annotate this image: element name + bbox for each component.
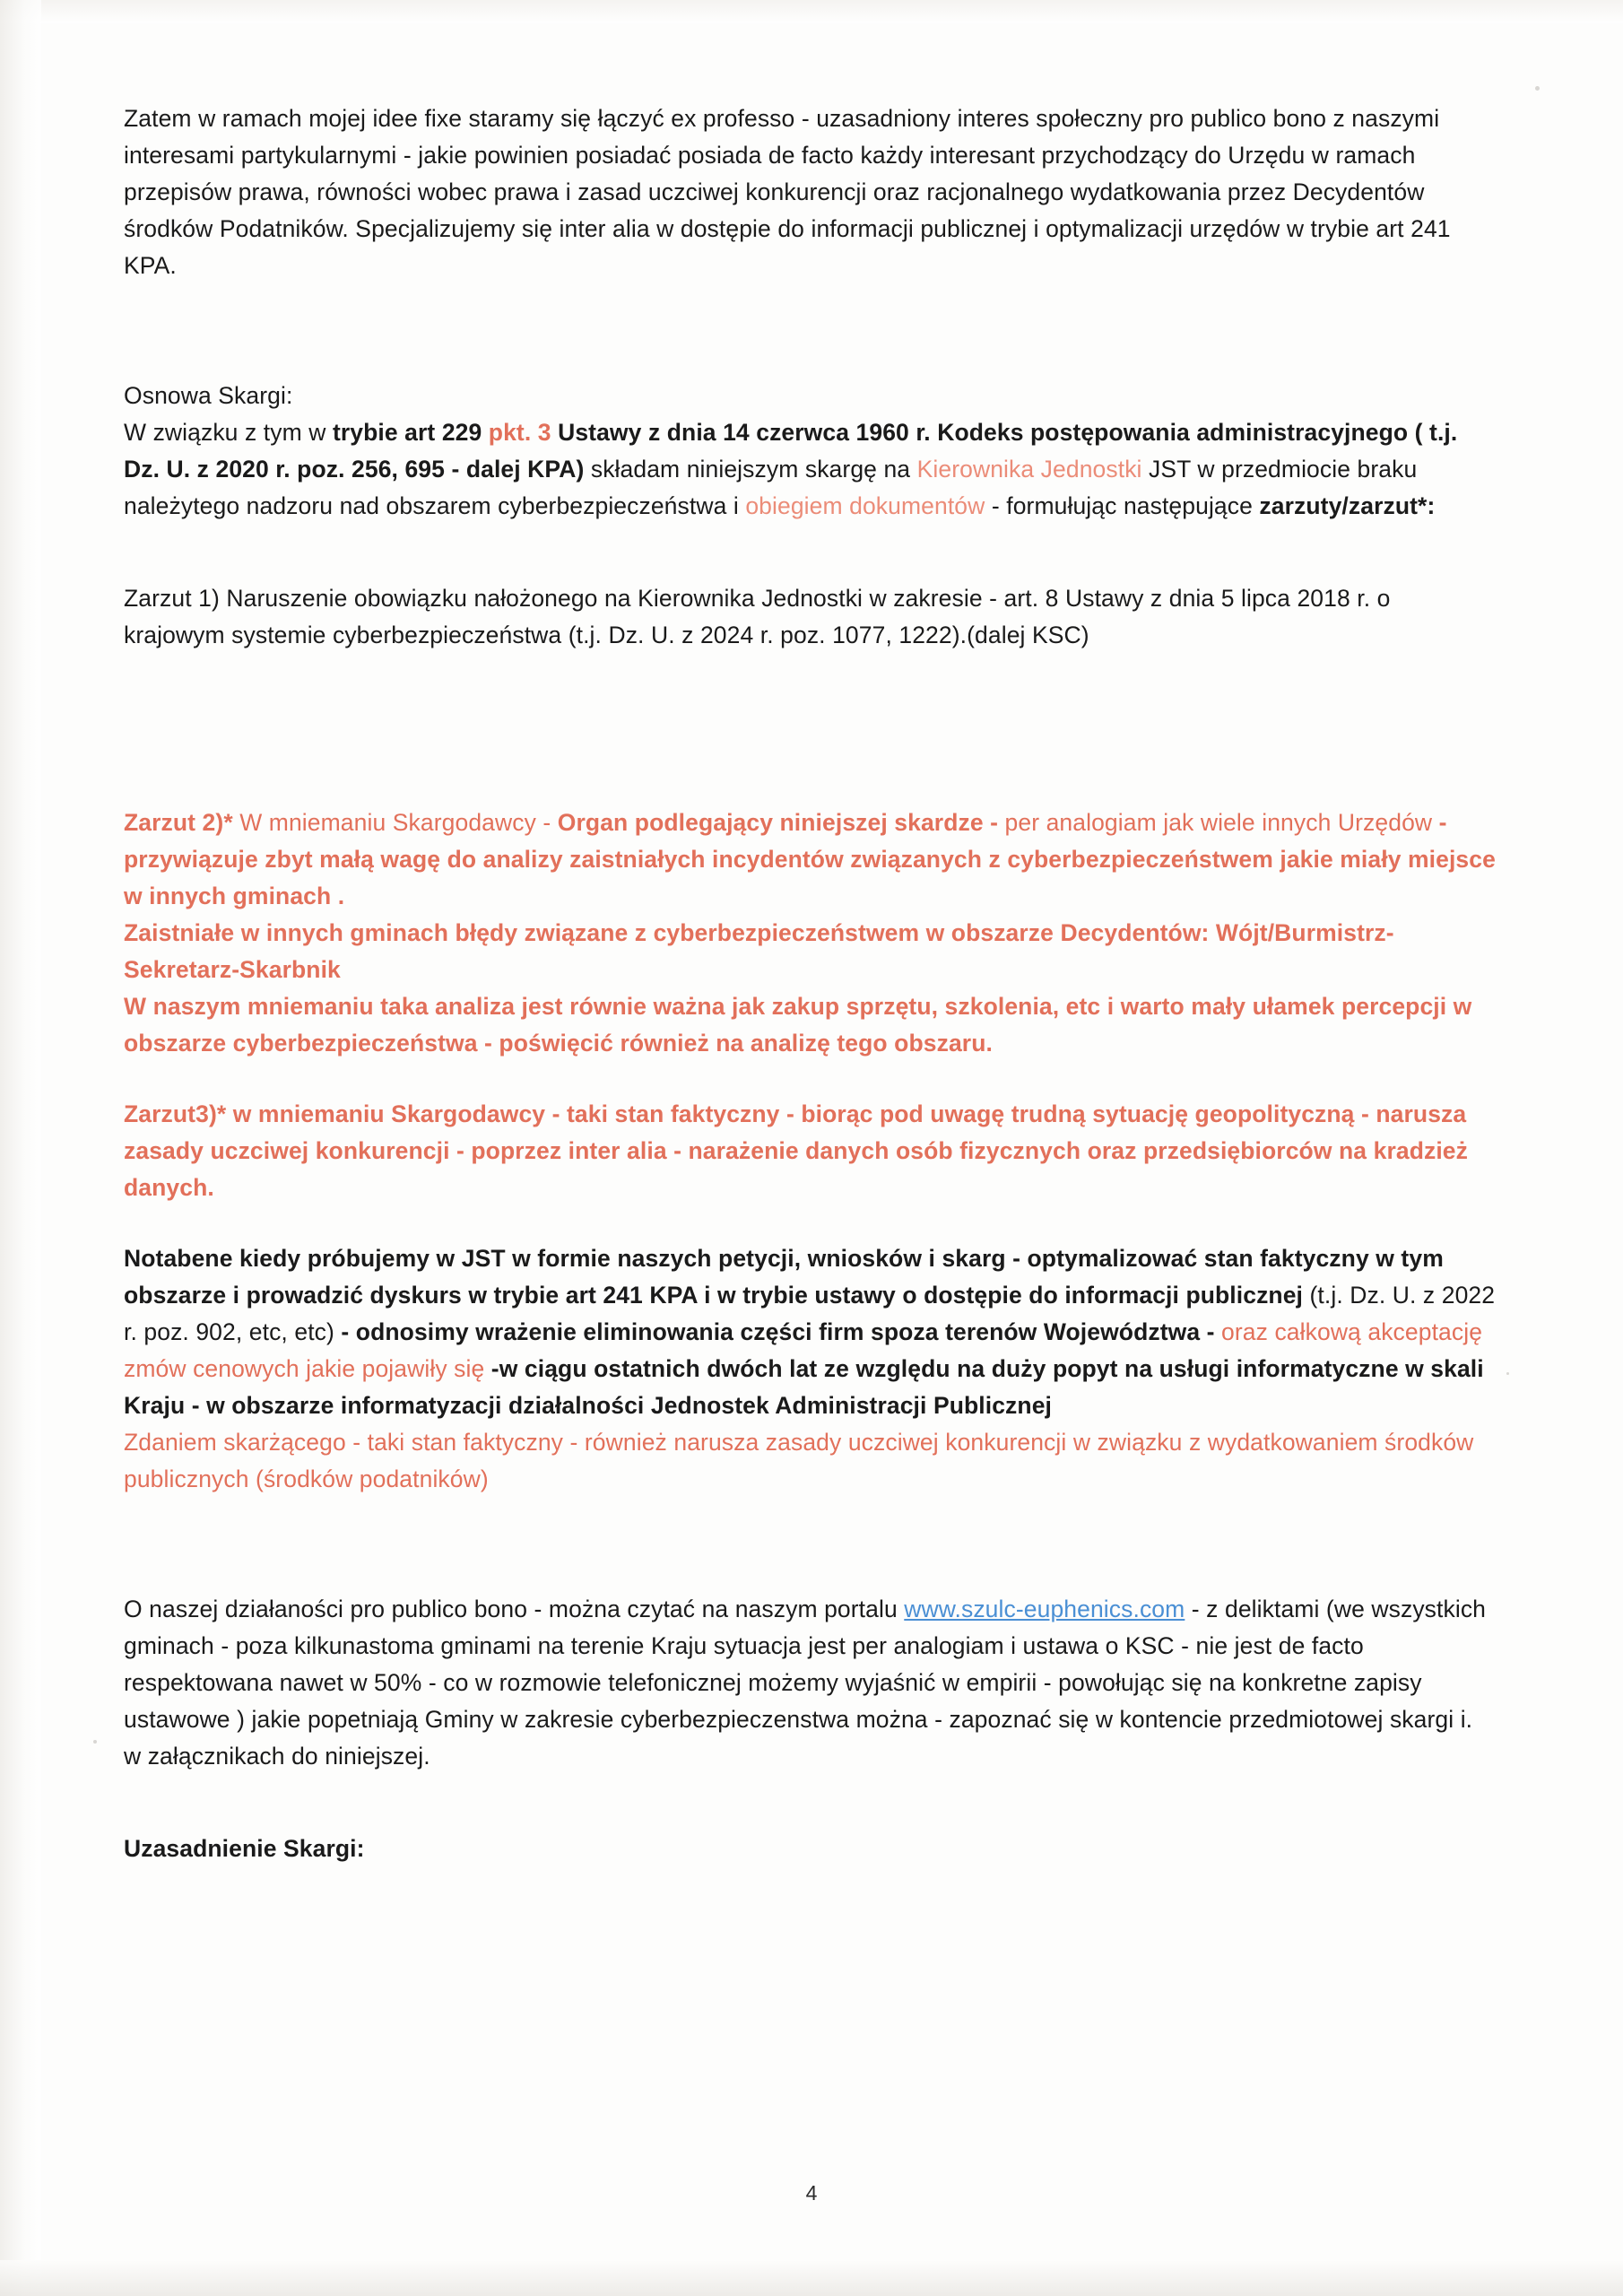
paragraph-zdaniem-skarzacego: Zdaniem skarżącego - taki stan faktyczny - również narusza zasady uczciwej konkurencji w związku z wydatkowaniem środków publicznych (środków podatników) [124,1429,1474,1492]
zarzut2-seg-1: Zarzut 2)* [124,809,233,836]
document-body [124,100,1496,1867]
osnowa-seg-2: trybie art 229 [332,419,489,446]
paragraph-intro: Zatem w ramach mojej idee fixe staramy się łączyć ex professo - uzasadniony interes społeczny pro publico bono z naszymi interesami partykularnymi - jakie powinien posiadać posiada de facto każdy interesant przychodzący do Urzędu w ramach przepisów prawa, równości wobec prawa i zasad uczciwej konkurencji oraz racjonalnego wydatkowania przez Decydentów środków Podatników. Specjalizujemy się inter alia w dostępie do informacji publicznej i optymalizacji urzędów w trybie art 241 KPA. [124,105,1451,279]
paragraph-zarzut-2-analiza: W naszym mniemaniu taka analiza jest równie ważna jak zakup sprzętu, szkolenia, etc i warto mały ułamek percepcji w obszarze cyberbezpieczeństwa - poświęcić również na analizę tego obszaru. [124,993,1472,1057]
osnowa-seg-5: składam niniejszym skargę na [584,456,917,483]
notabene-seg-5: -w ciągu ostatnich dwóch lat ze względu na duży popyt na usługi informatyczne w skali Kraju - w obszarze informatyzacji działalności Jednostek Administracji Publicznej [124,1355,1484,1419]
spacer [124,770,1496,804]
spacer [124,1062,1496,1096]
spacer [124,1498,1496,1591]
zarzut2-seg-2: W mniemaniu Skargodawcy - [232,809,558,836]
scan-speck [1535,86,1540,91]
paragraph-notabene [124,1240,1496,1424]
notabene-seg-1: Notabene kiedy próbujemy w JST w formie naszych petycji, wniosków i skarg - optymalizować stan faktyczny w tym obszarze i prowadzić dyskurs w trybie art 241 KPA i w trybie ustawy o dostępie do informacji publicznej [124,1245,1444,1309]
zarzut2-seg-5: - przywiązuje zbyt małą wagę do analizy zaistniałych incydentów związanych z cyberbezpieczeństwem jakie miały miejsce w innych gminach . [124,809,1496,909]
heading-osnowa: Osnowa Skargi: [124,382,293,409]
osnowa-seg-4: Ustawy z dnia 14 czerwca 1960 r. Kodeks postępowania administracyjnego ( t.j. Dz. U. z 2020 r. poz. 256, 695 - dalej KPA) [124,419,1458,483]
notabene-seg-2: (t.j. Dz. U. z 2022 r. poz. 902, etc, etc) [124,1282,1496,1345]
paragraph-osnowa [124,414,1496,525]
notabene-seg-4: oraz całkową akceptację zmów cenowych jakie pojawiły się [124,1318,1483,1382]
zarzut2-seg-3: Organ podlegający niniejszej skardze - [557,809,1005,836]
notabene-seg-3: - odnosimy wrażenie eliminowania części firm spoza terenów Województwa - [341,1318,1222,1345]
spacer [124,654,1496,770]
scan-speck [93,1740,97,1744]
osnowa-seg-3: pkt. 3 [488,419,551,446]
spacer [124,525,1496,580]
scan-edge-bottom [0,2260,1623,2296]
spacer [124,1775,1496,1831]
osnowa-seg-6: Kierownika Jednostki [916,456,1142,483]
zarzut2-seg-4: per analogiam jak wiele innych Urzędów [1004,809,1433,836]
scan-edge-top [0,0,1623,23]
scan-speck [1506,1372,1509,1375]
spacer [124,1206,1496,1240]
osnowa-seg-10: zarzuty/zarzut*: [1259,492,1436,519]
osnowa-seg-9: - formułując następujące [985,492,1260,519]
portal-link[interactable]: www.szulc-euphenics.com [904,1596,1185,1622]
heading-uzasadnienie: Uzasadnienie Skargi: [124,1835,365,1862]
paragraph-zarzut-2 [124,804,1496,915]
spacer [124,284,1496,378]
paragraph-portal [124,1591,1496,1775]
paragraph-zarzut-1: Zarzut 1) Naruszenie obowiązku nałożonego na Kierownika Jednostki w zakresie - art. 8 Ustawy z dnia 5 lipca 2018 r. o krajowym systemie cyberbezpieczeństwa (t.j. Dz. U. z 2024 r. poz. 1077, 1222).(dalej KSC) [124,585,1391,648]
page-number: 4 [805,2181,818,2205]
paragraph-zarzut-3: Zarzut3)* w mniemaniu Skargodawcy - taki stan faktyczny - biorąc pod uwagę trudną sytuację geopolityczną - narusza zasady uczciwej konkurencji - poprzez inter alia - narażenie danych osób fizycznych oraz przedsiębiorców na kradzież danych. [124,1100,1468,1201]
portal-seg-1: O naszej działaności pro publico bono - można czytać na naszym portalu [124,1596,905,1622]
osnowa-seg-7: JST w przedmiocie braku należytego nadzoru nad obszarem cyberbezpieczeństwa i [124,456,1418,519]
osnowa-seg-1: W związku z tym w [124,419,333,446]
paragraph-zarzut-2-decydenci: Zaistniałe w innych gminach błędy związane z cyberbezpieczeństwem w obszarze Decydentów: Wójt/Burmistrz-Sekretarz-Skarbnik [124,919,1394,983]
portal-seg-2: - z deliktami (we wszystkich gminach - poza kilkunastoma gminami na terenie Kraju sytuacja jest per analogiam i ustawa o KSC - nie jest de facto respektowana nawet w 50% - co w rozmowie telefonicznej możemy wyjaśnić w empirii - powołując się na konkretne zapisy ustawowe ) jakie popetniają Gminy w zakresie cyberbezpieczenstwa można - zapoznać się w kontencie przedmiotowej skargi i. w załącznikach do niniejszej. [124,1596,1487,1770]
scan-edge-left [0,0,41,2296]
osnowa-seg-8: obiegiem dokumentów [745,492,985,519]
